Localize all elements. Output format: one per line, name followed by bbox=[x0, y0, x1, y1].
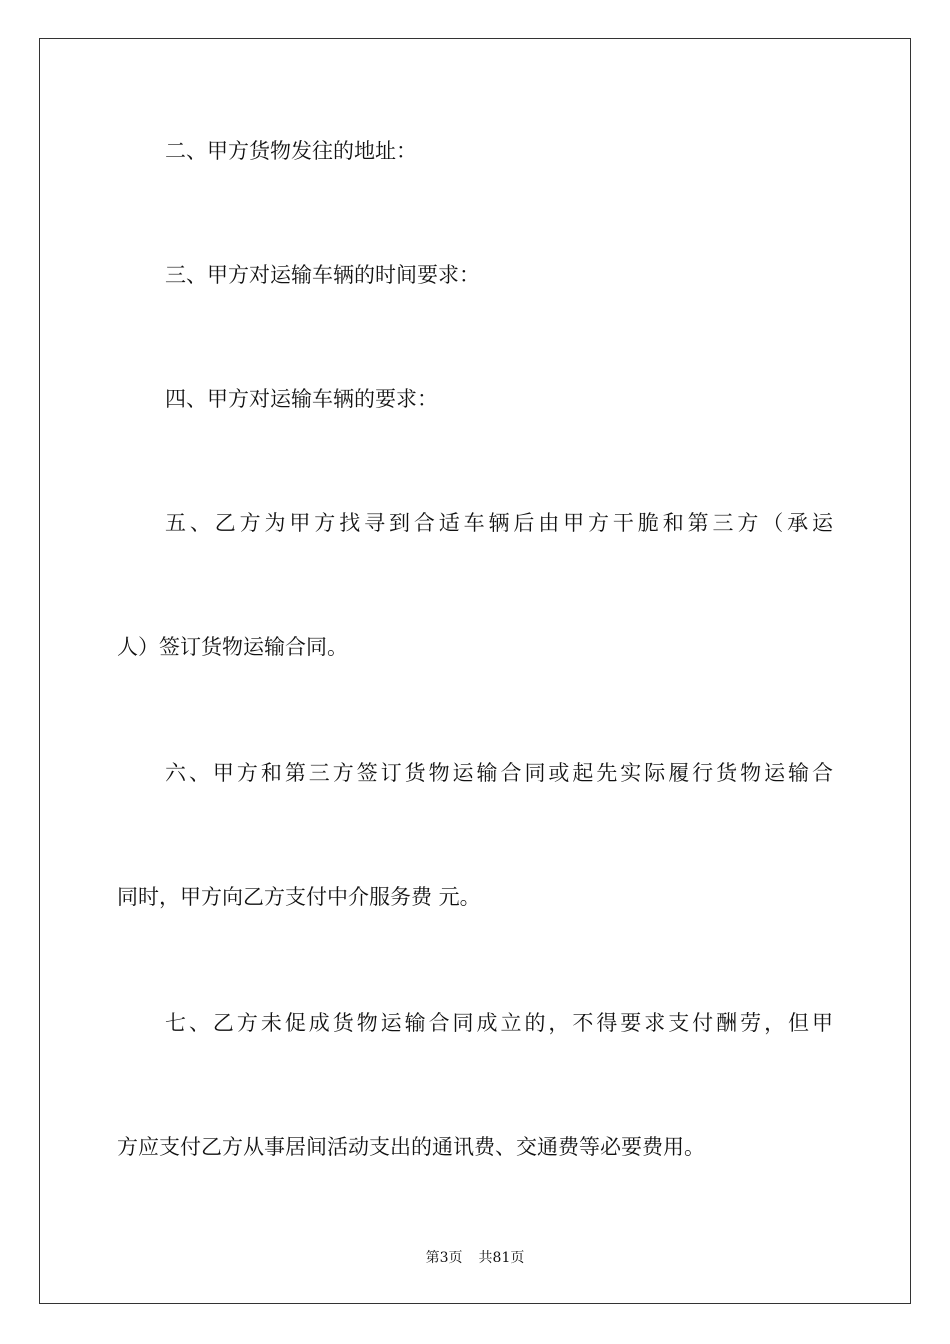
page-footer bbox=[0, 1248, 950, 1268]
page-number-current: 第3页 bbox=[425, 1250, 463, 1266]
page-border bbox=[39, 38, 911, 1304]
clause-5-line-2: 人）签订货物运输合同。 bbox=[117, 635, 348, 659]
clause-5-line-1: 五、乙方为甲方找寻到合适车辆后由甲方干脆和第三方（承运 bbox=[165, 511, 833, 535]
clause-7-line-1: 七、乙方未促成货物运输合同成立的，不得要求支付酬劳，但甲 bbox=[165, 1011, 833, 1035]
clause-7-line-2: 方应支付乙方从事居间活动支出的通讯费、交通费等必要费用。 bbox=[117, 1135, 705, 1159]
clause-6-line-1: 六、甲方和第三方签订货物运输合同或起先实际履行货物运输合 bbox=[165, 761, 833, 785]
clause-3-line: 三、甲方对运输车辆的时间要求： bbox=[165, 263, 480, 287]
clause-4-line: 四、甲方对运输车辆的要求： bbox=[165, 387, 438, 411]
clause-6-line-2: 同时，甲方向乙方支付中介服务费 元。 bbox=[117, 885, 481, 909]
page-number-total: 共81页 bbox=[478, 1250, 525, 1266]
clause-2-line: 二、甲方货物发往的地址： bbox=[165, 139, 417, 163]
